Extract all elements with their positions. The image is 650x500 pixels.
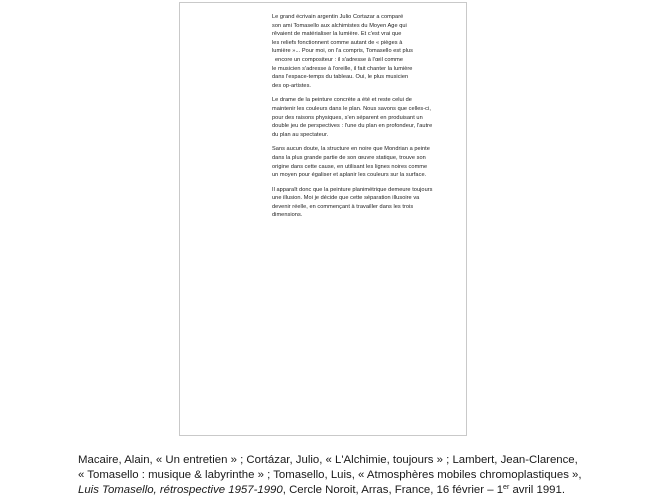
citation-ordinal-suffix: er (503, 484, 510, 492)
scan-line: devenir réelle, en commençant à travailler dans les trois (272, 203, 414, 210)
scan-line: une illusion. Moi je décide que cette séparation illusoire va (272, 195, 420, 202)
scan-line: encore un compositeur : il s'adresse à l'œil comme (275, 56, 404, 63)
scan-paragraph-3 (272, 145, 458, 179)
citation-line-3 (78, 483, 638, 498)
scan-line: lumière »... Pour moi, on l'a compris, Tomasello est plus (272, 48, 413, 55)
scan-paragraph-1 (272, 13, 458, 90)
scan-line: des op-artistes. (272, 82, 312, 89)
scan-line: Le drame de la peinture concrète a été et reste celui de (272, 97, 412, 104)
scanned-page (179, 2, 467, 436)
scan-line: pour des raisons physiques, s'en séparent en produisant un (272, 114, 423, 121)
scan-line: le musicien s'adresse à l'oreille, il fait chanter la lumière (272, 65, 413, 72)
scan-line: origine dans cette cause, en utilisant les lignes noires comme (272, 163, 428, 170)
citation-line-1: Macaire, Alain, « Un entretien » ; Cortázar, Julio, « L'Alchimie, toujours » ; Lambert, Jean-Clarence, (78, 454, 578, 466)
scan-paragraph-4 (272, 186, 458, 220)
scan-line: Sans aucun doute, la structure en noire que Mondrian a peinte (272, 146, 430, 153)
scan-line: maintenir les couleurs dans le plan. Nous savons que celles-ci, (272, 105, 431, 112)
scan-line: un moyen pour égaliser et aplanir les couleurs sur la surface. (272, 172, 427, 179)
scan-line: double jeu de perspectives : l'une du plan en profondeur, l'autre (272, 123, 433, 130)
scan-line: dans l'espace-temps du tableau. Oui, le plus musicien (272, 74, 409, 81)
citation-book-title: Luis Tomasello, rétrospective 1957-1990 (78, 484, 283, 497)
scan-line: son ami Tomasello aux alchimistes du Moyen Age qui (272, 22, 407, 29)
scan-line: dimensions. (272, 212, 303, 219)
scan-line: les reliefs fonctionnent comme autant de « pièges à (272, 39, 403, 46)
scan-line: du plan au spectateur. (272, 131, 329, 138)
scan-line: rêvaient de matérialiser la lumière. Et c'est vrai que (272, 31, 402, 38)
citation-publication-end: avril 1991. (509, 484, 565, 497)
bibliographic-citation (78, 453, 638, 499)
citation-publication-details: , Cercle Noroit, Arras, France, 16 février – 1 (282, 484, 504, 497)
citation-line-2: « Tomasello : musique & labyrinthe » ; Tomasello, Luis, « Atmosphères mobiles chromoplastiques », (78, 469, 582, 482)
scan-line: Le grand écrivain argentin Julio Cortazar a comparé (272, 14, 404, 20)
scan-line: Il apparaît donc que la peinture planimétrique demeure toujours (272, 186, 433, 193)
scan-paragraph-2 (272, 96, 458, 139)
scan-line: dans la plus grande partie de son œuvre statique, trouve son (272, 154, 426, 161)
scanned-text-block (272, 13, 458, 226)
